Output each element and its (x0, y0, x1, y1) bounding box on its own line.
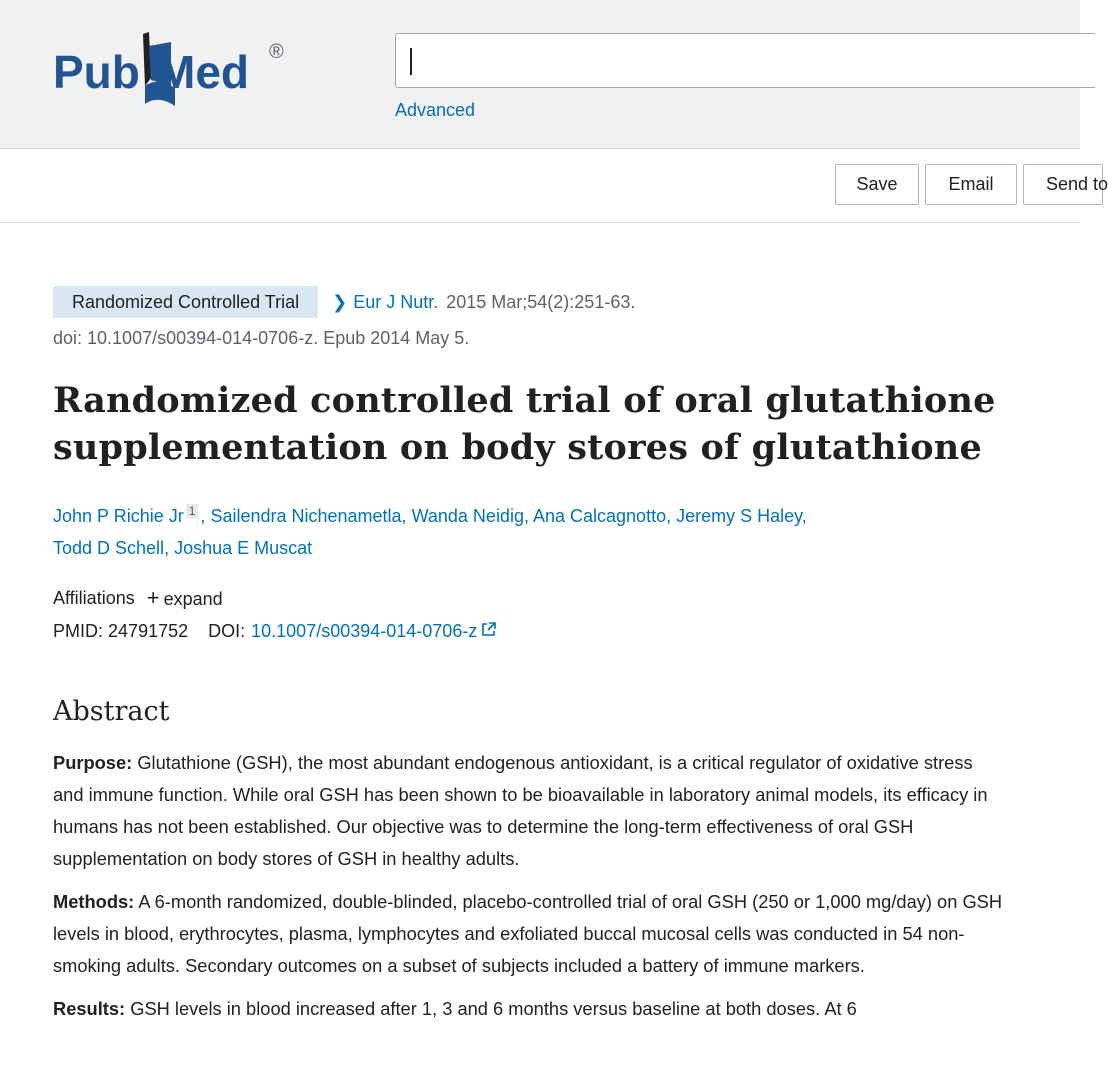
svg-text:Pub: Pub (53, 46, 140, 98)
author-link[interactable]: Ana Calcagnotto (532, 506, 667, 526)
pmid-label: PMID: (53, 621, 104, 641)
action-toolbar (0, 149, 1108, 223)
expand-affiliations-button[interactable] (147, 585, 223, 611)
chevron-right-icon[interactable]: ❯ (332, 291, 348, 312)
doi-label: DOI: (208, 621, 246, 641)
abstract-heading: Abstract (53, 696, 170, 727)
external-link-icon[interactable] (481, 621, 496, 642)
doi-link[interactable]: 10.1007/s00394-014-0706-z (251, 621, 478, 641)
results-text: GSH levels in blood increased after 1, 3 and 6 months versus baseline at both doses. At 6 (130, 998, 857, 1019)
email-button[interactable]: Email (925, 164, 1017, 205)
methods-text: A 6-month randomized, double-blinded, placebo-controlled trial of oral GSH (250 or 1,000 mg/day) on GSH levels in blood, erythrocytes, plasma, lymphocytes and exfoliated buccal mucosal cells was conducted in 54 non-smoking adults. Secondary outcomes on a subset of subjects included a battery of immune markers. (53, 891, 1003, 976)
affiliation-number[interactable]: 1 (186, 504, 199, 518)
abstract-purpose (53, 747, 1003, 875)
author-link[interactable]: Todd D Schell (53, 538, 165, 558)
abstract-methods (53, 886, 1003, 982)
author-link[interactable]: Jeremy S Haley (676, 506, 802, 526)
save-button[interactable]: Save (835, 164, 919, 205)
author-link[interactable]: Joshua E Muscat (174, 538, 313, 558)
registered-mark: ® (269, 41, 284, 63)
send-to-button[interactable]: Send to (1023, 164, 1103, 205)
affiliations-label: Affiliations (53, 587, 135, 608)
article-title: Randomized controlled trial of oral glutathione supplementation on body stores of glutathione (53, 380, 996, 468)
site-header (0, 0, 1080, 149)
citation-text: 2015 Mar;54(2):251-63. (446, 291, 636, 312)
identifiers-row (53, 621, 1013, 642)
author-link[interactable]: John P Richie Jr (53, 506, 184, 526)
author-link[interactable]: Sailendra Nichenametla (210, 506, 402, 526)
methods-label: Methods: (53, 891, 135, 912)
pmid-value: 24791752 (108, 621, 189, 641)
doi-line: doi: 10.1007/s00394-014-0706-z. Epub 2014 May 5. (53, 328, 470, 348)
text-caret (410, 48, 412, 75)
article-meta (53, 286, 1013, 318)
advanced-search-link[interactable]: Advanced (395, 100, 476, 120)
svg-text:Med: Med (157, 46, 249, 98)
search-input[interactable] (395, 33, 1095, 88)
author-link[interactable]: Wanda Neidig (411, 506, 524, 526)
author-list: John P Richie Jr $^1$ , Sailendra Nichenametla, Wanda Neidig, Ana Calcagnotto, Jeremy S Haley, Todd D Schell, Joshua E Muscat (53, 504, 807, 558)
purpose-text: Glutathione (GSH), the most abundant endogenous antioxidant, is a critical regulator of oxidative stress and immune function. While oral GSH has been shown to be bioavailable in laboratory animal models, its efficacy in humans has not been established. Our objective was to determine the long-term effectiveness of oral GSH supplementation on body stores of GSH in healthy adults. (53, 752, 988, 869)
results-label: Results: (53, 998, 126, 1019)
article-content (53, 286, 1013, 1025)
affiliations-row (53, 585, 1013, 611)
expand-label: expand (163, 589, 223, 609)
purpose-label: Purpose: (53, 752, 133, 773)
pubmed-logo[interactable] (53, 28, 303, 112)
abstract-results (53, 993, 1003, 1025)
journal-link[interactable]: Eur J Nutr. (353, 291, 439, 312)
plus-icon: + (146, 585, 160, 610)
publication-type-badge: Randomized Controlled Trial (53, 286, 318, 318)
